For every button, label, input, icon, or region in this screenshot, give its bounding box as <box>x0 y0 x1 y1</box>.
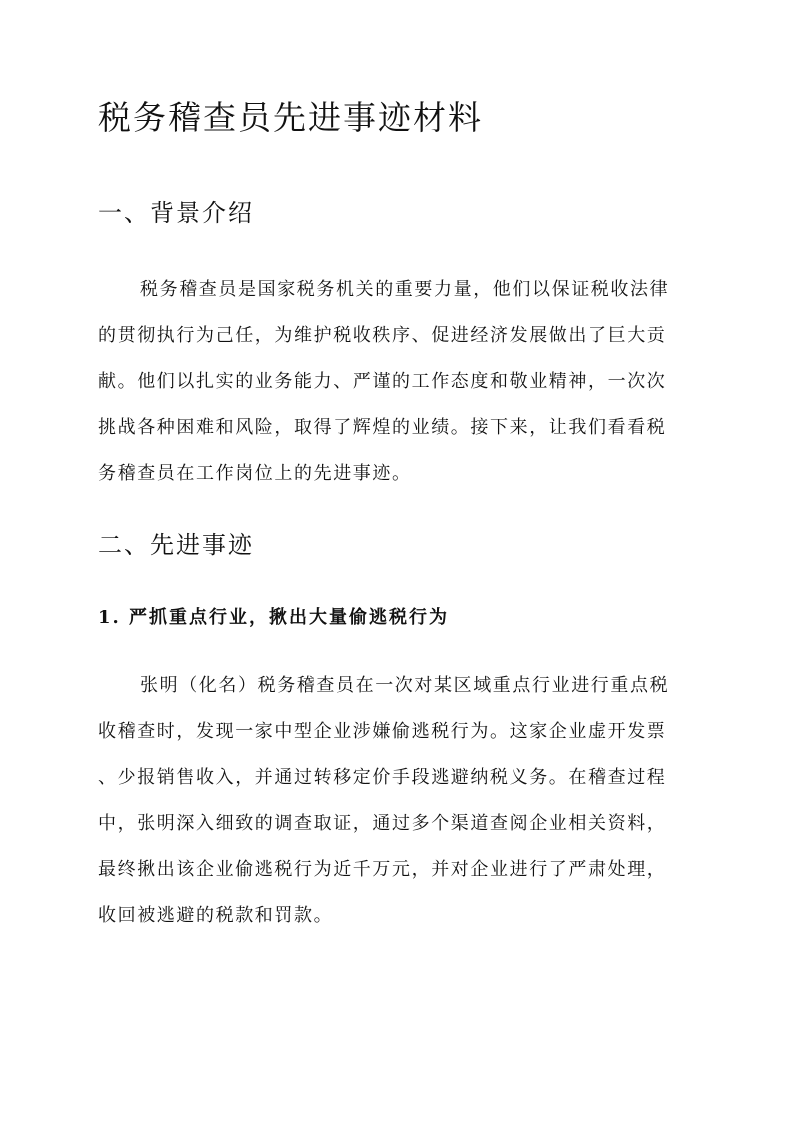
paragraph-line: 的贯彻执行为己任，为维护税收秩序、促进经济发展做出了巨大贡 <box>98 325 667 346</box>
subsection-heading-1: 1. 严抓重点行业，揪出大量偷逃税行为 <box>98 607 450 628</box>
paragraph-line: 收回被逃避的税款和罚款。 <box>98 905 334 926</box>
section-heading-deeds: 二、先进事迹 <box>98 531 254 559</box>
paragraph-line: 献。他们以扎实的业务能力、严谨的工作态度和敬业精神，一次次 <box>98 371 667 392</box>
paragraph-line: 挑战各种困难和风险，取得了辉煌的业绩。接下来，让我们看看税 <box>98 417 667 438</box>
paragraph-line: 收稽查时，发现一家中型企业涉嫌偷逃税行为。这家企业虚开发票 <box>98 721 667 742</box>
background-paragraph <box>98 267 702 497</box>
paragraph-line: 中，张明深入细致的调查取证，通过多个渠道查阅企业相关资料， <box>98 813 667 834</box>
document-title: 税务稽查员先进事迹材料 <box>98 98 483 137</box>
paragraph-line: 张明（化名）税务稽查员在一次对某区域重点行业进行重点税 <box>140 675 670 696</box>
paragraph-line: 、少报销售收入，并通过转移定价手段逃避纳税义务。在稽查过程 <box>98 767 667 788</box>
paragraph-line: 务稽查员在工作岗位上的先进事迹。 <box>98 463 412 484</box>
deed-paragraph-1 <box>98 663 702 939</box>
section-heading-background: 一、背景介绍 <box>98 199 254 227</box>
paragraph-line: 最终揪出该企业偷逃税行为近千万元，并对企业进行了严肃处理， <box>98 859 667 880</box>
paragraph-line: 税务稽查员是国家税务机关的重要力量，他们以保证税收法律 <box>140 279 670 300</box>
